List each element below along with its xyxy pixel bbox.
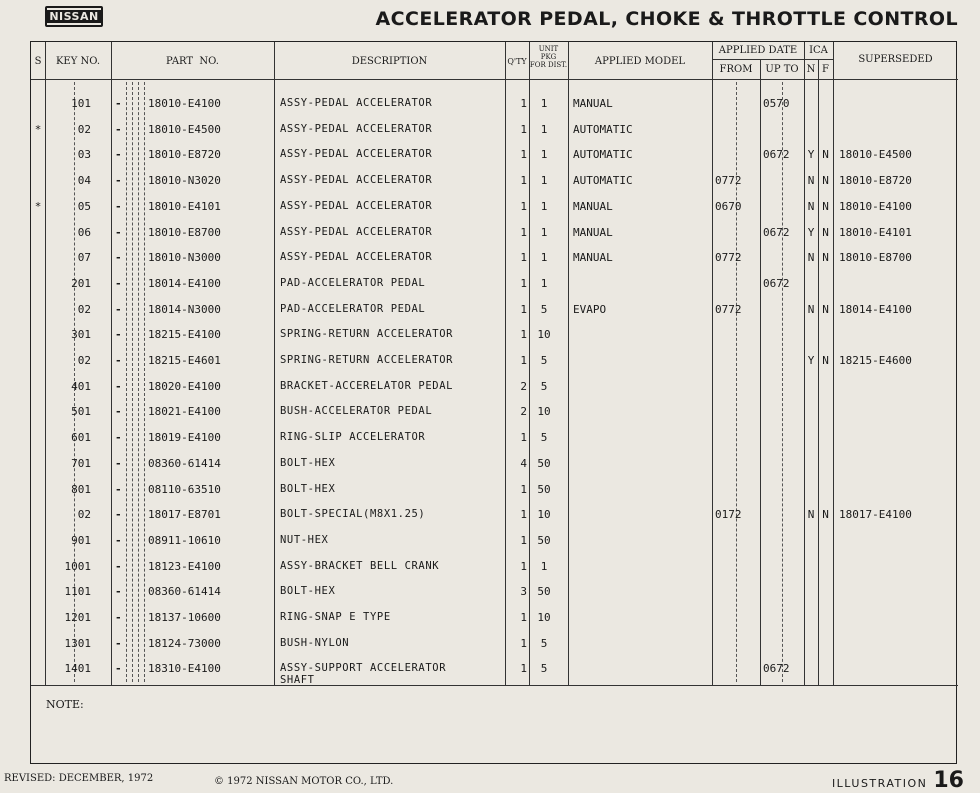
part-indent-marker: - (115, 482, 122, 496)
part-indent-marker: - (115, 354, 122, 367)
cell-sup: 18010-E4101 (839, 225, 912, 239)
cell-desc: ASSY-PEDAL ACCELERATOR (280, 174, 433, 187)
unit-pkg-line2: PKG (540, 53, 557, 61)
cell-qty: 1 (520, 508, 527, 522)
cell-pkg: 1 (540, 559, 548, 573)
col-header-ica-n: N (806, 64, 816, 75)
cell-pkg: 1 (540, 97, 548, 110)
cell-key: 401 (71, 379, 91, 393)
revised-date: REVISED: DECEMBER, 1972 (4, 773, 154, 784)
table-row (31, 585, 958, 610)
cell-to: 0672 (763, 225, 790, 239)
cell-pkg: 1 (540, 225, 548, 239)
cell-n: N (807, 302, 815, 316)
part-indent-marker: - (115, 533, 122, 547)
cell-sup: 18010-E4500 (839, 148, 912, 162)
col-header-from: FROM (719, 64, 753, 75)
cell-qty: 1 (520, 174, 527, 188)
cell-pkg: 5 (540, 636, 548, 650)
cell-pkg: 5 (540, 379, 548, 393)
cell-key: 901 (71, 533, 91, 547)
cell-pkg: 50 (537, 585, 551, 599)
cell-part: 18020-E4100 (148, 379, 221, 393)
cell-n: N (807, 174, 815, 188)
cell-desc: SPRING-RETURN ACCELERATOR (280, 354, 454, 366)
cell-f: N (822, 148, 829, 162)
part-indent-marker: - (115, 174, 122, 188)
cell-key: 02 (77, 302, 91, 316)
table-row (31, 251, 958, 276)
cell-part: 18017-E8701 (148, 508, 221, 522)
table-row (31, 431, 958, 456)
cell-qty: 1 (520, 225, 527, 239)
header-rule (712, 59, 833, 60)
cell-from: 0772 (715, 174, 742, 188)
cell-model: MANUAL (573, 97, 613, 110)
col-header-superseded: SUPERSEDED (858, 54, 933, 65)
cell-pkg: 1 (540, 148, 548, 162)
cell-qty: 1 (520, 122, 527, 136)
cell-qty: 3 (520, 585, 527, 599)
table-row (31, 457, 958, 482)
nissan-logo (45, 6, 103, 27)
cell-desc: SPRING-RETURN ACCELERATOR (280, 328, 454, 341)
cell-qty: 1 (520, 662, 527, 676)
cell-desc: ASSY-PEDAL ACCELERATOR (280, 122, 433, 135)
cell-sup: 18010-E8700 (839, 251, 912, 265)
cell-qty: 1 (520, 482, 527, 496)
cell-qty: 2 (520, 405, 527, 419)
cell-desc: ASSY-SUPPORT ACCELERATOR (280, 662, 447, 675)
cell-model: MANUAL (573, 251, 613, 265)
cell-key: 801 (71, 482, 91, 496)
cell-key: 1301 (64, 636, 91, 650)
page-number: 16 (933, 768, 964, 793)
cell-qty: 1 (520, 431, 527, 445)
part-indent-marker: - (115, 122, 122, 136)
cell-to: 0672 (763, 276, 790, 290)
cell-model: MANUAL (573, 199, 613, 213)
cell-pkg: 5 (540, 662, 548, 676)
cell-pkg: 5 (540, 431, 548, 445)
cell-part: 18137-10600 (148, 611, 221, 624)
part-indent-marker: - (115, 379, 122, 393)
cell-model: AUTOMATIC (573, 174, 633, 188)
part-indent-marker: - (115, 302, 122, 316)
cell-pkg: 5 (540, 302, 548, 316)
cell-n: N (807, 508, 815, 522)
table-row (31, 380, 958, 405)
cell-part: 18124-73000 (148, 636, 221, 650)
cell-desc: BUSH-NYLON (280, 636, 350, 649)
cell-qty: 1 (520, 199, 527, 213)
cell-sup: 18010-E8720 (839, 174, 912, 188)
cell-key: 06 (77, 225, 91, 239)
cell-part: 08360-61414 (148, 585, 221, 599)
cell-pkg: 1 (540, 276, 548, 290)
part-indent-marker: - (115, 508, 122, 522)
part-indent-marker: - (115, 148, 122, 162)
cell-key: 301 (71, 328, 91, 342)
cell-qty: 1 (520, 251, 527, 265)
cell-pkg: 1 (540, 174, 548, 188)
cell-desc: PAD-ACCELERATOR PEDAL (280, 276, 426, 289)
cell-model: EVAPO (573, 302, 607, 316)
cell-part: 18010-E4101 (148, 199, 221, 213)
cell-f: N (822, 174, 829, 188)
cell-n: Y (807, 225, 815, 239)
cell-from: 0772 (715, 251, 742, 265)
cell-qty: 1 (520, 328, 527, 342)
cell-pkg: 50 (537, 482, 551, 496)
cell-n: N (807, 199, 815, 213)
part-indent-marker: - (115, 636, 122, 650)
cell-key: 05 (77, 199, 91, 213)
cell-part: 18014-N3000 (148, 302, 221, 316)
cell-desc: ASSY-PEDAL ACCELERATOR (280, 97, 433, 109)
part-indent-marker: - (115, 405, 122, 419)
table-row (31, 483, 958, 508)
table-row (31, 508, 958, 533)
cell-qty: 1 (520, 302, 527, 316)
col-header-up-to: UP TO (765, 64, 799, 75)
cell-to: 0570 (763, 97, 790, 110)
table-row (31, 328, 958, 353)
cell-part: 18215-E4100 (148, 328, 221, 342)
cell-part: 08360-61414 (148, 456, 221, 470)
cell-qty: 1 (520, 148, 527, 162)
cell-model: AUTOMATIC (573, 148, 633, 162)
col-header-part-no: PART NO. (166, 56, 219, 67)
cell-part: 18010-N3020 (148, 174, 221, 188)
logo-text: NISSAN (46, 10, 101, 23)
part-indent-marker: - (115, 611, 122, 624)
cell-n: N (807, 251, 815, 265)
col-header-applied-date: APPLIED DATE (718, 45, 798, 56)
cell-desc: ASSY-PEDAL ACCELERATOR (280, 199, 433, 212)
cell-key: 1401 (64, 662, 91, 676)
col-header-description: DESCRIPTION (351, 56, 428, 67)
cell-qty: 1 (520, 97, 527, 110)
cell-qty: 4 (520, 456, 527, 470)
table-row (31, 148, 958, 173)
table-row (31, 174, 958, 199)
cell-pkg: 5 (540, 354, 548, 367)
cell-pkg: 1 (540, 122, 548, 136)
part-indent-marker: - (115, 97, 122, 110)
cell-to: 0672 (763, 662, 790, 676)
cell-s: * (34, 199, 42, 213)
part-indent-marker: - (115, 225, 122, 239)
cell-key: 101 (71, 97, 91, 110)
cell-part: 18010-E8700 (148, 225, 221, 239)
cell-desc-line2: SHAFT (280, 674, 315, 687)
cell-part: 18010-E8720 (148, 148, 221, 162)
cell-from: 0172 (715, 508, 742, 522)
cell-n: Y (807, 354, 815, 367)
cell-key: 1001 (64, 559, 91, 573)
cell-key: 02 (77, 508, 91, 522)
illustration-label: ILLUSTRATION (831, 777, 928, 790)
col-header-applied-model: APPLIED MODEL (594, 56, 686, 67)
cell-part: 18010-E4500 (148, 122, 221, 136)
table-row (31, 560, 958, 585)
part-indent-marker: - (115, 276, 122, 290)
table-row (31, 277, 958, 302)
cell-qty: 1 (520, 276, 527, 290)
col-header-ica-f: F (822, 64, 829, 75)
cell-desc: ASSY-PEDAL ACCELERATOR (280, 251, 433, 264)
cell-key: 1201 (64, 611, 91, 624)
page-title: ACCELERATOR PEDAL, CHOKE & THROTTLE CONTROL (375, 8, 958, 30)
cell-desc: NUT-HEX (280, 533, 329, 546)
table-row (31, 226, 958, 251)
cell-part: 18019-E4100 (148, 431, 221, 445)
part-indent-marker: - (115, 585, 122, 599)
cell-key: 04 (77, 174, 91, 188)
cell-qty: 1 (520, 611, 527, 624)
cell-pkg: 10 (537, 611, 551, 624)
illustration-number (832, 768, 964, 793)
cell-qty: 1 (520, 636, 527, 650)
part-indent-marker: - (115, 251, 122, 265)
cell-n: Y (807, 148, 815, 162)
unit-pkg-line3: FOR DIST. (529, 61, 568, 69)
cell-desc: BRACKET-ACCERELATOR PEDAL (280, 379, 454, 392)
cell-f: N (822, 225, 829, 239)
cell-part: 18123-E4100 (148, 559, 221, 573)
cell-model: MANUAL (573, 225, 613, 239)
cell-key: 07 (77, 251, 91, 265)
table-row (31, 662, 958, 687)
cell-key: 701 (71, 456, 91, 470)
cell-desc: BOLT-SPECIAL(M8X1.25) (280, 508, 426, 521)
cell-desc: PAD-ACCELERATOR PEDAL (280, 302, 426, 315)
cell-key: 02 (77, 354, 91, 367)
cell-f: N (822, 508, 829, 522)
cell-desc: BOLT-HEX (280, 456, 336, 469)
cell-sup: 18215-E4600 (839, 354, 912, 367)
cell-key: 201 (71, 276, 91, 290)
cell-desc: RING-SNAP E TYPE (280, 611, 391, 623)
cell-desc: ASSY-BRACKET BELL CRANK (280, 559, 440, 572)
header-rule (31, 79, 958, 80)
cell-key: 601 (71, 431, 91, 445)
cell-f: N (822, 251, 829, 265)
part-indent-marker: - (115, 328, 122, 342)
cell-qty: 2 (520, 379, 527, 393)
cell-pkg: 10 (537, 405, 551, 419)
table-row (31, 303, 958, 328)
cell-key: 501 (71, 405, 91, 419)
cell-qty: 1 (520, 533, 527, 547)
note-label: NOTE: (46, 698, 84, 711)
cell-desc: BUSH-ACCELERATOR PEDAL (280, 405, 433, 418)
cell-s: * (34, 122, 42, 136)
cell-model: AUTOMATIC (573, 122, 633, 136)
cell-part: 08911-10610 (148, 533, 221, 547)
cell-pkg: 1 (540, 199, 548, 213)
cell-desc: ASSY-PEDAL ACCELERATOR (280, 148, 433, 161)
parts-table (30, 41, 957, 764)
table-row (31, 611, 958, 636)
cell-pkg: 50 (537, 456, 551, 470)
part-indent-marker: - (115, 431, 122, 445)
cell-key: 02 (77, 122, 91, 136)
part-indent-marker: - (115, 456, 122, 470)
cell-part: 18215-E4601 (148, 354, 221, 367)
table-row (31, 123, 958, 148)
cell-part: 18014-E4100 (148, 276, 221, 290)
cell-qty: 1 (520, 354, 527, 367)
copyright: © 1972 NISSAN MOTOR CO., LTD. (214, 776, 394, 787)
cell-pkg: 10 (537, 508, 551, 522)
cell-from: 0772 (715, 302, 742, 316)
cell-sup: 18010-E4100 (839, 199, 912, 213)
part-indent-marker: - (115, 662, 122, 676)
cell-qty: 1 (520, 559, 527, 573)
cell-pkg: 10 (537, 328, 551, 342)
part-indent-marker: - (115, 199, 122, 213)
cell-pkg: 1 (540, 251, 548, 265)
table-row (31, 405, 958, 430)
cell-key: 1101 (64, 585, 91, 599)
cell-desc: BOLT-HEX (280, 482, 336, 495)
cell-sup: 18017-E4100 (839, 508, 912, 522)
cell-f: N (822, 354, 829, 367)
cell-desc: ASSY-PEDAL ACCELERATOR (280, 225, 433, 238)
cell-sup: 18014-E4100 (839, 302, 912, 316)
cell-pkg: 50 (537, 533, 551, 547)
cell-part: 08110-63510 (148, 482, 221, 496)
table-row (31, 97, 958, 122)
cell-f: N (822, 302, 829, 316)
cell-desc: BOLT-HEX (280, 585, 336, 598)
table-row (31, 354, 958, 379)
table-row (31, 534, 958, 559)
col-header-s: S (34, 56, 42, 67)
col-header-key-no: KEY NO. (55, 56, 101, 67)
cell-desc: RING-SLIP ACCELERATOR (280, 431, 426, 444)
cell-f: N (822, 199, 829, 213)
table-row (31, 200, 958, 225)
table-row (31, 637, 958, 662)
col-header-unit-pkg (529, 45, 568, 69)
cell-to: 0672 (763, 148, 790, 162)
cell-from: 0670 (715, 199, 742, 213)
col-header-qty: Q'TY (507, 57, 527, 66)
unit-pkg-line1: UNIT (538, 45, 559, 53)
cell-key: 03 (77, 148, 91, 162)
cell-part: 18021-E4100 (148, 405, 221, 419)
cell-part: 18010-E4100 (148, 97, 221, 110)
cell-part: 18010-N3000 (148, 251, 221, 265)
col-header-ica: ICA (809, 45, 828, 56)
cell-part: 18310-E4100 (148, 662, 221, 676)
part-indent-marker: - (115, 559, 122, 573)
